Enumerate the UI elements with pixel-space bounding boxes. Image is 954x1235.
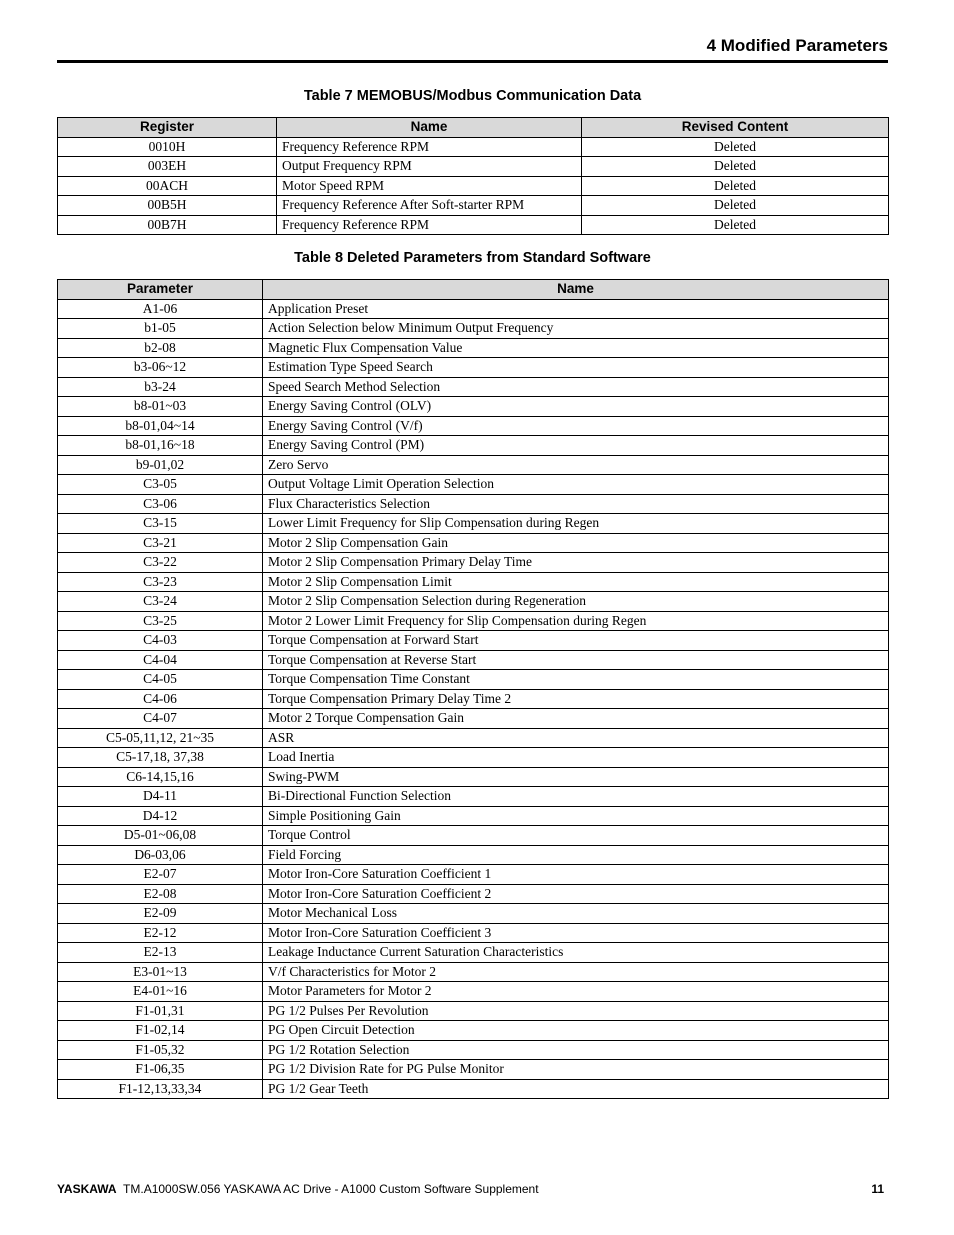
table7-cell: 00B5H <box>58 196 277 216</box>
table8-cell: C4-07 <box>58 709 263 729</box>
table7-cell: 0010H <box>58 137 277 157</box>
table8-cell: Field Forcing <box>263 845 889 865</box>
table8-cell: PG Open Circuit Detection <box>263 1021 889 1041</box>
table8-cell: C3-25 <box>58 611 263 631</box>
table8-row <box>58 884 889 904</box>
table8-header-row <box>58 280 889 300</box>
table8-row <box>58 299 889 319</box>
table8-col-name: Name <box>263 280 889 300</box>
table8-cell: Simple Positioning Gain <box>263 806 889 826</box>
table8-cell: C5-05,11,12, 21~35 <box>58 728 263 748</box>
table8-row <box>58 943 889 963</box>
table8-cell: C3-15 <box>58 514 263 534</box>
table8-cell: C3-06 <box>58 494 263 514</box>
table8-cell: Torque Compensation Primary Delay Time 2 <box>263 689 889 709</box>
table8-cell: F1-01,31 <box>58 1001 263 1021</box>
footer <box>57 1182 539 1196</box>
page-number: 11 <box>871 1182 884 1196</box>
table7-caption: Table 7 MEMOBUS/Modbus Communication Data <box>303 88 642 104</box>
table8-cell: Motor Iron-Core Saturation Coefficient 2 <box>263 884 889 904</box>
table8-row <box>58 1060 889 1080</box>
table8-row <box>58 787 889 807</box>
table8-row <box>58 611 889 631</box>
table8-cell: C3-24 <box>58 592 263 612</box>
table8-cell: Load Inertia <box>263 748 889 768</box>
table8-cell: C6-14,15,16 <box>58 767 263 787</box>
table8-row <box>58 553 889 573</box>
table8-row <box>58 982 889 1002</box>
table8-cell: F1-12,13,33,34 <box>58 1079 263 1099</box>
table8-col-parameter: Parameter <box>58 280 263 300</box>
table8-cell: Energy Saving Control (V/f) <box>263 416 889 436</box>
table8-cell: Flux Characteristics Selection <box>263 494 889 514</box>
table8-row <box>58 592 889 612</box>
table8-cell: Motor 2 Slip Compensation Selection during Regeneration <box>263 592 889 612</box>
table8-cell: b3-06~12 <box>58 358 263 378</box>
table8-cell: C3-05 <box>58 475 263 495</box>
table7-cell: Frequency Reference After Soft-starter RPM <box>277 196 582 216</box>
table8-cell: E2-12 <box>58 923 263 943</box>
table8-row <box>58 494 889 514</box>
table8-row <box>58 514 889 534</box>
table8-caption: Table 8 Deleted Parameters from Standard Software <box>294 250 651 266</box>
table7-cell: Motor Speed RPM <box>277 176 582 196</box>
table8-row <box>58 572 889 592</box>
table8-cell: b1-05 <box>58 319 263 339</box>
footer-brand: YASKAWA <box>57 1182 117 1196</box>
table8-cell: b9-01,02 <box>58 455 263 475</box>
table8-cell: PG 1/2 Division Rate for PG Pulse Monitor <box>263 1060 889 1080</box>
table8-row <box>58 845 889 865</box>
table8-cell: Motor Parameters for Motor 2 <box>263 982 889 1002</box>
header-rule <box>57 60 888 63</box>
table8-cell: D5-01~06,08 <box>58 826 263 846</box>
table8-cell: Motor Iron-Core Saturation Coefficient 3 <box>263 923 889 943</box>
table8-cell: Motor Mechanical Loss <box>263 904 889 924</box>
table7-cell: 00ACH <box>58 176 277 196</box>
table8-row <box>58 670 889 690</box>
table7-row <box>58 215 889 235</box>
table8-cell: F1-05,32 <box>58 1040 263 1060</box>
table8-cell: E2-07 <box>58 865 263 885</box>
table8-cell: E2-08 <box>58 884 263 904</box>
table8-row <box>58 689 889 709</box>
table7-row <box>58 176 889 196</box>
table8-cell: PG 1/2 Gear Teeth <box>263 1079 889 1099</box>
table8-row <box>58 904 889 924</box>
table8-row <box>58 338 889 358</box>
table8-cell: Torque Compensation at Forward Start <box>263 631 889 651</box>
table8-cell: C3-23 <box>58 572 263 592</box>
section-title: 4 Modified Parameters <box>706 36 888 55</box>
table8-row <box>58 865 889 885</box>
table8-row <box>58 806 889 826</box>
table8-cell: Swing-PWM <box>263 767 889 787</box>
table8-cell: Motor Iron-Core Saturation Coefficient 1 <box>263 865 889 885</box>
table8-cell: V/f Characteristics for Motor 2 <box>263 962 889 982</box>
table7-body <box>58 137 889 235</box>
table8-row <box>58 923 889 943</box>
table8-row <box>58 475 889 495</box>
table8-row <box>58 416 889 436</box>
table8-cell: Magnetic Flux Compensation Value <box>263 338 889 358</box>
table8-cell: Torque Compensation at Reverse Start <box>263 650 889 670</box>
table8-cell: Torque Control <box>263 826 889 846</box>
table8 <box>57 279 889 1099</box>
table8-row <box>58 377 889 397</box>
table8-cell: b8-01,16~18 <box>58 436 263 456</box>
table8-cell: C4-05 <box>58 670 263 690</box>
table8-cell: C3-21 <box>58 533 263 553</box>
table8-row <box>58 533 889 553</box>
table8-cell: Motor 2 Slip Compensation Gain <box>263 533 889 553</box>
table7-row <box>58 196 889 216</box>
table8-cell: C4-06 <box>58 689 263 709</box>
table8-body <box>58 299 889 1099</box>
table8-cell: Torque Compensation Time Constant <box>263 670 889 690</box>
table8-row <box>58 397 889 417</box>
table8-cell: b2-08 <box>58 338 263 358</box>
table8-cell: b8-01,04~14 <box>58 416 263 436</box>
footer-doc-text: TM.A1000SW.056 YASKAWA AC Drive - A1000 Custom Software Supplement <box>123 1182 539 1196</box>
table7-cell: Deleted <box>582 196 889 216</box>
table8-cell: b3-24 <box>58 377 263 397</box>
table8-cell: Zero Servo <box>263 455 889 475</box>
table8-row <box>58 319 889 339</box>
table8-cell: Motor 2 Lower Limit Frequency for Slip Compensation during Regen <box>263 611 889 631</box>
table7-cell: 00B7H <box>58 215 277 235</box>
table7-header-row <box>58 118 889 138</box>
table8-cell: b8-01~03 <box>58 397 263 417</box>
table8-row <box>58 1079 889 1099</box>
table8-row <box>58 748 889 768</box>
table8-cell: D4-11 <box>58 787 263 807</box>
table8-row <box>58 1001 889 1021</box>
table8-row <box>58 728 889 748</box>
table7-cell: Frequency Reference RPM <box>277 215 582 235</box>
table8-cell: C3-22 <box>58 553 263 573</box>
table8-cell: F1-06,35 <box>58 1060 263 1080</box>
table8-row <box>58 709 889 729</box>
table8-row <box>58 358 889 378</box>
table7-cell: Deleted <box>582 176 889 196</box>
table8-cell: Energy Saving Control (PM) <box>263 436 889 456</box>
table8-cell: E2-13 <box>58 943 263 963</box>
table8-cell: D6-03,06 <box>58 845 263 865</box>
table7-row <box>58 157 889 177</box>
table8-cell: Action Selection below Minimum Output Frequency <box>263 319 889 339</box>
table8-cell: C4-03 <box>58 631 263 651</box>
table7-cell: Output Frequency RPM <box>277 157 582 177</box>
table8-cell: Lower Limit Frequency for Slip Compensation during Regen <box>263 514 889 534</box>
table8-row <box>58 631 889 651</box>
table8-cell: Motor 2 Slip Compensation Primary Delay Time <box>263 553 889 573</box>
table7-col-register: Register <box>58 118 277 138</box>
table7-cell: Frequency Reference RPM <box>277 137 582 157</box>
table8-row <box>58 767 889 787</box>
table8-cell: A1-06 <box>58 299 263 319</box>
table8-row <box>58 1040 889 1060</box>
table8-cell: F1-02,14 <box>58 1021 263 1041</box>
table7-cell: Deleted <box>582 215 889 235</box>
table8-cell: Energy Saving Control (OLV) <box>263 397 889 417</box>
table8-cell: E2-09 <box>58 904 263 924</box>
table8-row <box>58 650 889 670</box>
table7-col-revised-content: Revised Content <box>582 118 889 138</box>
table7-col-name: Name <box>277 118 582 138</box>
table8-cell: Application Preset <box>263 299 889 319</box>
table7-row <box>58 137 889 157</box>
table8-cell: Speed Search Method Selection <box>263 377 889 397</box>
table7 <box>57 117 889 235</box>
table8-cell: E3-01~13 <box>58 962 263 982</box>
table8-cell: ASR <box>263 728 889 748</box>
table8-cell: Bi-Directional Function Selection <box>263 787 889 807</box>
table8-cell: C4-04 <box>58 650 263 670</box>
table8-row <box>58 455 889 475</box>
table8-cell: PG 1/2 Rotation Selection <box>263 1040 889 1060</box>
table8-cell: D4-12 <box>58 806 263 826</box>
table8-row <box>58 962 889 982</box>
table8-cell: Leakage Inductance Current Saturation Characteristics <box>263 943 889 963</box>
table8-cell: E4-01~16 <box>58 982 263 1002</box>
table8-row <box>58 436 889 456</box>
table7-cell: Deleted <box>582 157 889 177</box>
table8-cell: C5-17,18, 37,38 <box>58 748 263 768</box>
table8-cell: Motor 2 Slip Compensation Limit <box>263 572 889 592</box>
table8-row <box>58 1021 889 1041</box>
table8-row <box>58 826 889 846</box>
table8-cell: PG 1/2 Pulses Per Revolution <box>263 1001 889 1021</box>
table7-cell: 003EH <box>58 157 277 177</box>
table7-cell: Deleted <box>582 137 889 157</box>
table8-cell: Estimation Type Speed Search <box>263 358 889 378</box>
table8-cell: Output Voltage Limit Operation Selection <box>263 475 889 495</box>
table8-cell: Motor 2 Torque Compensation Gain <box>263 709 889 729</box>
